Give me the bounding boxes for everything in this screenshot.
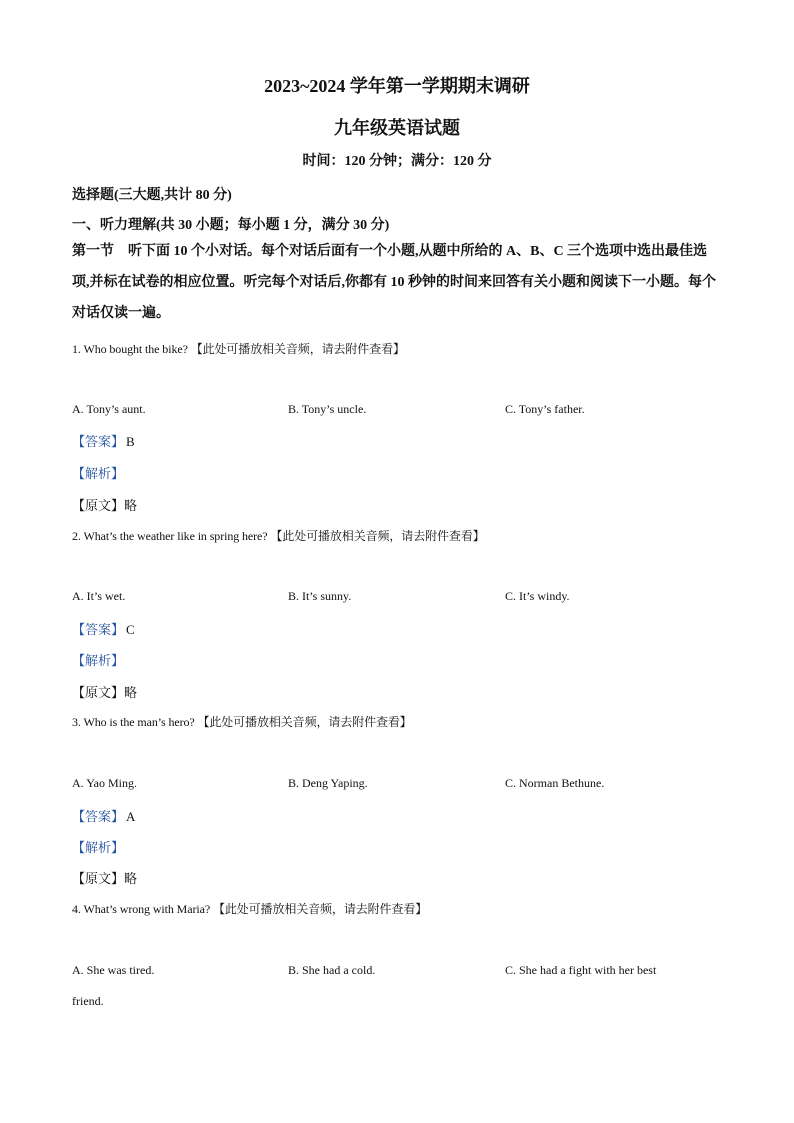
q1-option-c: C. Tony’s father. [505, 402, 585, 416]
answer-label: 【答案】 [72, 809, 125, 824]
q1-analysis [72, 463, 124, 482]
exam-subtitle: 九年级英语试题 [334, 118, 460, 138]
q3-answer [72, 806, 135, 825]
answer-label: 【答案】 [72, 434, 125, 449]
q3-option-a: A. Yao Ming. [72, 776, 138, 790]
q4-option-a: A. She was tired. [72, 963, 155, 977]
exam-time-info: 时间：120 分钟；满分：120 分 [302, 154, 492, 169]
original-value: 略 [124, 685, 138, 700]
analysis-label: 【解析】 [72, 466, 125, 481]
q1-original [72, 495, 137, 514]
analysis-label: 【解析】 [72, 840, 125, 855]
q4-option-c: C. She had a fight with her best [505, 963, 657, 977]
q2-answer [72, 619, 135, 638]
q2-analysis [72, 650, 124, 669]
q3-option-c: C. Norman Bethune. [505, 776, 605, 790]
answer-value: A [126, 809, 136, 824]
original-label: 【原文】 [72, 498, 125, 513]
original-label: 【原文】 [72, 685, 125, 700]
q2-option-a: A. It’s wet. [72, 589, 126, 603]
question-2: 2. What’s the weather like in spring here? 【此处可播放相关音频，请去附件查看】 [72, 529, 485, 543]
original-value: 略 [124, 871, 138, 886]
original-value: 略 [124, 498, 138, 513]
q3-option-b: B. Deng Yaping. [288, 776, 368, 790]
q1-option-b: B. Tony’s uncle. [288, 402, 367, 416]
q4-option-c-wrap: friend. [72, 994, 104, 1008]
q2-option-c: C. It’s windy. [505, 589, 570, 603]
answer-label: 【答案】 [72, 622, 125, 637]
question-1: 1. Who bought the bike? 【此处可播放相关音频，请去附件查看】 [72, 342, 405, 356]
q4-option-b: B. She had a cold. [288, 963, 376, 977]
q2-option-b: B. It’s sunny. [288, 589, 352, 603]
q3-original [72, 868, 137, 887]
question-4: 4. What’s wrong with Maria? 【此处可播放相关音频，请去附件查看】 [72, 902, 428, 916]
q2-original [72, 682, 137, 701]
part-heading: 一、听力理解(共 30 小题；每小题 1 分，满分 30 分) [72, 218, 390, 233]
q3-analysis [72, 837, 124, 856]
answer-value: C [126, 622, 135, 637]
answer-value: B [126, 434, 135, 449]
exam-title: 2023~2024 学年第一学期期末调研 [264, 76, 530, 96]
analysis-label: 【解析】 [72, 653, 125, 668]
original-label: 【原文】 [72, 871, 125, 886]
instructions: 第一节 听下面 10 个小对话。每个对话后面有一个小题,从题中所给的 A、B、C 三个选项中选出最佳选项,并标在试卷的相应位置。听完每个对话后,你都有 10 秒钟的时间来回答有关小题和阅读下一小题。每个对话仅读一遍。 [72, 244, 716, 321]
question-3: 3. Who is the man’s hero? 【此处可播放相关音频，请去附件查看】 [72, 715, 412, 729]
section-heading: 选择题(三大题,共计 80 分) [72, 188, 232, 203]
q1-answer [72, 431, 135, 450]
q1-option-a: A. Tony’s aunt. [72, 402, 146, 416]
